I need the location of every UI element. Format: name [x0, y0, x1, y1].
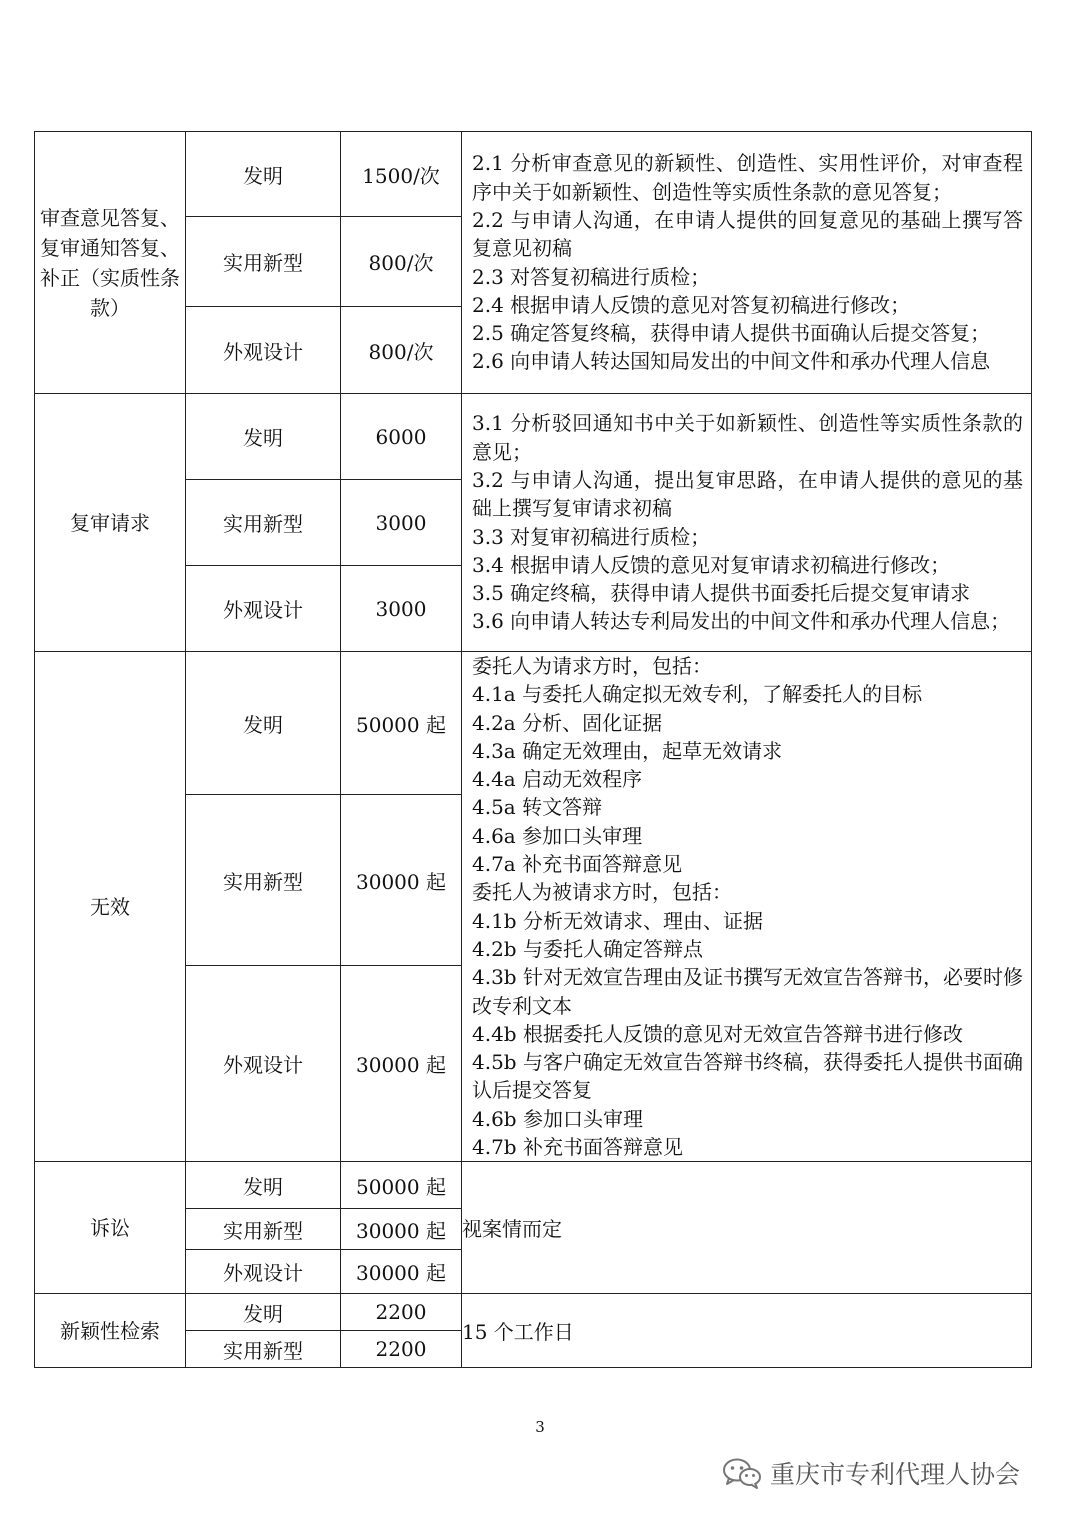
- watermark-text: 重庆市专利代理人协会: [770, 1460, 1021, 1489]
- desc-line: 3.4 根据申请人反馈的意见对复审请求初稿进行修改；: [472, 552, 951, 577]
- desc-line: 2.3 对答复初稿进行质检；: [472, 264, 711, 289]
- fee-cell: 1500/次: [341, 132, 462, 217]
- desc-line: 4.6b 参加口头审理: [472, 1106, 643, 1131]
- desc-line: 4.4a 启动无效程序: [472, 767, 643, 792]
- table-row: [35, 132, 1032, 217]
- service-note-cell: 视案情而定: [462, 1162, 1032, 1294]
- fee-cell: 2200: [341, 1331, 462, 1368]
- desc-line: 3.3 对复审初稿进行质检；: [472, 524, 711, 549]
- fee-cell: 800/次: [341, 217, 462, 307]
- desc-line: 4.3b 针对无效宣告理由及证书撰写无效宣告答辩书，必要时修改专利文本: [472, 965, 1023, 1018]
- desc-line: 2.5 确定答复终稿，获得申请人提供书面确认后提交答复；: [472, 321, 991, 346]
- service-description-cell: [462, 652, 1032, 1162]
- patent-type-cell: 实用新型: [186, 480, 341, 566]
- patent-type-cell: 实用新型: [186, 1209, 341, 1250]
- desc-line: 2.2 与申请人沟通，在申请人提供的回复意见的基础上撰写答复意见初稿: [472, 207, 1023, 261]
- desc-line: 3.6 向申请人转达专利局发出的中间文件和承办代理人信息；: [472, 609, 1011, 634]
- desc-line: 2.6 向申请人转达国知局发出的中间文件和承办代理人信息: [472, 349, 991, 374]
- fee-cell: 30000 起: [341, 1209, 462, 1250]
- desc-line: 委托人为被请求方时，包括：: [472, 880, 732, 905]
- page-number: 3: [535, 1418, 545, 1436]
- desc-line: 4.4b 根据委托人反馈的意见对无效宣告答辩书进行修改: [472, 1021, 963, 1046]
- patent-type-cell: 外观设计: [186, 307, 341, 394]
- fee-cell: 2200: [341, 1294, 462, 1331]
- desc-line: 4.7b 补充书面答辩意见: [472, 1135, 683, 1160]
- desc-line: 3.2 与申请人沟通，提出复审思路，在申请人提供的意见的基础上撰写复审请求初稿: [472, 467, 1023, 521]
- fee-table: [34, 131, 1032, 1368]
- desc-line: 2.1 分析审查意见的新颖性、创造性、实用性评价，对审查程序中关于如新颖性、创造性等实质性条款的意见答复；: [472, 151, 1023, 204]
- patent-type-cell: 外观设计: [186, 966, 341, 1162]
- desc-line: 4.5a 转文答辩: [472, 795, 603, 820]
- patent-type-cell: 实用新型: [186, 795, 341, 966]
- fee-cell: 30000 起: [341, 1250, 462, 1294]
- category-cell: 诉讼: [35, 1162, 186, 1294]
- category-cell: 复审请求: [35, 394, 186, 652]
- fee-cell: 800/次: [341, 307, 462, 394]
- table-row: [35, 652, 1032, 795]
- table-row: [35, 1162, 1032, 1209]
- patent-type-cell: 发明: [186, 132, 341, 217]
- fee-cell: 6000: [341, 394, 462, 480]
- fee-cell: 50000 起: [341, 652, 462, 795]
- desc-line: 2.4 根据申请人反馈的意见对答复初稿进行修改；: [472, 292, 911, 317]
- service-note-cell: 15 个工作日: [462, 1294, 1032, 1368]
- desc-line: 4.7a 补充书面答辩意见: [472, 852, 683, 877]
- fee-cell: 50000 起: [341, 1162, 462, 1209]
- desc-line: 4.1b 分析无效请求、理由、证据: [472, 908, 763, 933]
- desc-line: 4.2a 分析、固化证据: [472, 710, 663, 735]
- category-cell: 新颖性检索: [35, 1294, 186, 1368]
- watermark: [722, 1455, 1020, 1491]
- patent-type-cell: 发明: [186, 652, 341, 795]
- category-cell: 审查意见答复、复审通知答复、补正（实质性条款）: [35, 132, 186, 394]
- patent-type-cell: 发明: [186, 1162, 341, 1209]
- desc-line: 4.1a 与委托人确定拟无效专利，了解委托人的目标: [472, 682, 923, 707]
- category-cell: 无效: [35, 652, 186, 1162]
- fee-cell: 3000: [341, 566, 462, 652]
- service-description-cell: [462, 132, 1032, 394]
- desc-line: 4.5b 与客户确定无效宣告答辩书终稿，获得委托人提供书面确认后提交答复: [472, 1050, 1023, 1103]
- patent-type-cell: 发明: [186, 1294, 341, 1331]
- fee-cell: 30000 起: [341, 966, 462, 1162]
- desc-line: 委托人为请求方时，包括：: [472, 654, 712, 678]
- desc-line: 4.3a 确定无效理由，起草无效请求: [472, 738, 783, 763]
- patent-type-cell: 外观设计: [186, 566, 341, 652]
- service-description-cell: [462, 394, 1032, 652]
- table-row: [35, 1294, 1032, 1331]
- desc-line: 4.6a 参加口头审理: [472, 823, 643, 848]
- patent-type-cell: 实用新型: [186, 217, 341, 307]
- desc-line: 4.2b 与委托人确定答辩点: [472, 936, 703, 961]
- wechat-icon: [722, 1457, 762, 1489]
- desc-line: 3.1 分析驳回通知书中关于如新颖性、创造性等实质性条款的意见；: [472, 411, 1023, 464]
- fee-cell: 3000: [341, 480, 462, 566]
- patent-type-cell: 发明: [186, 394, 341, 480]
- fee-cell: 30000 起: [341, 795, 462, 966]
- patent-type-cell: 外观设计: [186, 1250, 341, 1294]
- table-row: [35, 394, 1032, 480]
- desc-line: 3.5 确定终稿，获得申请人提供书面委托后提交复审请求: [472, 581, 971, 606]
- patent-type-cell: 实用新型: [186, 1331, 341, 1368]
